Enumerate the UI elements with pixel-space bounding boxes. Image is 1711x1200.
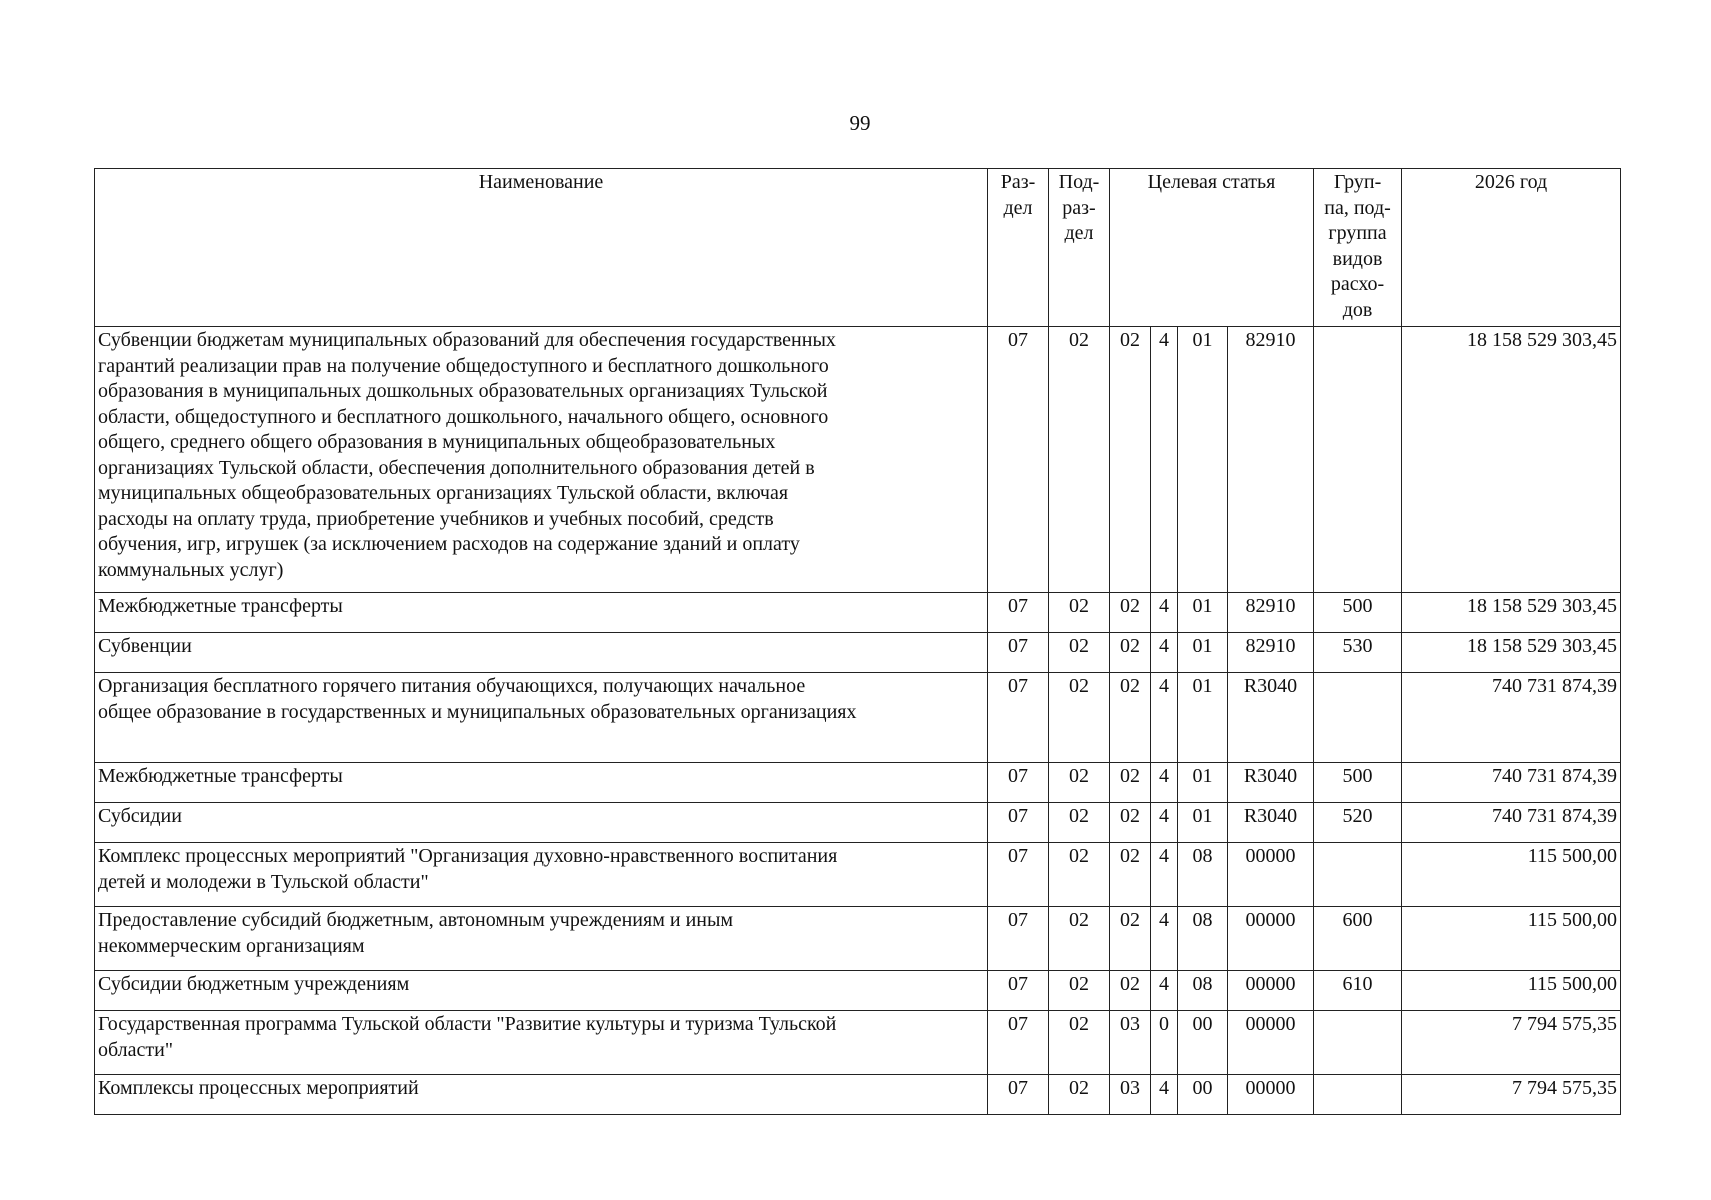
cell-name	[95, 843, 988, 907]
cell-name	[95, 971, 988, 1011]
cell-sum: 740 731 874,39	[1402, 673, 1621, 763]
cell-name	[95, 633, 988, 673]
cell-target-type: 4	[1151, 593, 1178, 633]
header-group: Груп- па, под- группа видов расхо- дов	[1314, 169, 1402, 327]
table-header-row	[95, 169, 1621, 327]
table-row	[95, 327, 1621, 593]
cell-target-direction: 82910	[1228, 593, 1314, 633]
cell-target-structure: 01	[1178, 633, 1228, 673]
cell-podrazdel: 02	[1049, 971, 1110, 1011]
cell-podrazdel: 02	[1049, 843, 1110, 907]
cell-group: 610	[1314, 971, 1402, 1011]
cell-podrazdel: 02	[1049, 907, 1110, 971]
cell-podrazdel: 02	[1049, 763, 1110, 803]
cell-target-direction: 00000	[1228, 843, 1314, 907]
table-row	[95, 971, 1621, 1011]
cell-target-structure: 08	[1178, 843, 1228, 907]
cell-group: 500	[1314, 763, 1402, 803]
table-row	[95, 843, 1621, 907]
cell-group	[1314, 843, 1402, 907]
cell-target-structure: 01	[1178, 327, 1228, 593]
cell-target-structure: 01	[1178, 803, 1228, 843]
cell-target-program: 02	[1110, 803, 1151, 843]
table-row	[95, 1011, 1621, 1075]
cell-group	[1314, 327, 1402, 593]
cell-target-type: 4	[1151, 971, 1178, 1011]
cell-podrazdel: 02	[1049, 1011, 1110, 1075]
cell-razdel: 07	[988, 971, 1049, 1011]
cell-target-program: 02	[1110, 673, 1151, 763]
header-name: Наименование	[95, 169, 988, 327]
cell-name-line: Межбюджетные трансферты	[98, 595, 343, 617]
cell-name	[95, 673, 988, 763]
cell-target-structure: 08	[1178, 907, 1228, 971]
cell-name-line: организациях Тульской области, обеспечения дополнительного образования детей в	[98, 456, 815, 479]
cell-group: 600	[1314, 907, 1402, 971]
cell-target-structure: 00	[1178, 1011, 1228, 1075]
cell-target-direction: 82910	[1228, 633, 1314, 673]
cell-name-line: Организация бесплатного горячего питания обучающихся, получающих начальное	[98, 675, 806, 697]
cell-target-type: 4	[1151, 1075, 1178, 1115]
cell-target-type: 4	[1151, 803, 1178, 843]
cell-target-program: 02	[1110, 593, 1151, 633]
cell-razdel: 07	[988, 763, 1049, 803]
cell-name	[95, 327, 988, 593]
page-number: 99	[849, 111, 871, 135]
cell-razdel: 07	[988, 907, 1049, 971]
cell-target-program: 02	[1110, 971, 1151, 1011]
table-row	[95, 1075, 1621, 1115]
cell-name-line: Субвенции бюджетам муниципальных образований для обеспечения государственных	[98, 329, 836, 351]
cell-target-program: 02	[1110, 763, 1151, 803]
cell-group	[1314, 1011, 1402, 1075]
cell-target-type: 4	[1151, 327, 1178, 593]
cell-podrazdel: 02	[1049, 327, 1110, 593]
header-razdel: Раз- дел	[988, 169, 1049, 327]
cell-name-line: Предоставление субсидий бюджетным, автономным учреждениям и иным	[98, 909, 734, 931]
cell-group: 530	[1314, 633, 1402, 673]
cell-target-type: 0	[1151, 1011, 1178, 1075]
table-row	[95, 593, 1621, 633]
cell-target-program: 03	[1110, 1075, 1151, 1115]
cell-razdel: 07	[988, 803, 1049, 843]
cell-name-line: муниципальных общеобразовательных организациях Тульской области, включая	[98, 482, 789, 504]
cell-target-direction: 00000	[1228, 1011, 1314, 1075]
cell-name-line: Субсидии	[98, 805, 182, 827]
cell-target-direction: R3040	[1228, 673, 1314, 763]
cell-target-direction: 00000	[1228, 907, 1314, 971]
cell-name	[95, 763, 988, 803]
cell-target-type: 4	[1151, 633, 1178, 673]
cell-name	[95, 1075, 988, 1115]
table-row	[95, 673, 1621, 763]
cell-razdel: 07	[988, 673, 1049, 763]
cell-target-program: 02	[1110, 327, 1151, 593]
cell-name-line: детей и молодежи в Тульской области"	[98, 870, 429, 893]
cell-target-structure: 01	[1178, 673, 1228, 763]
cell-sum: 18 158 529 303,45	[1402, 633, 1621, 673]
cell-target-direction: 82910	[1228, 327, 1314, 593]
cell-razdel: 07	[988, 1011, 1049, 1075]
cell-name-line: области, общедоступного и бесплатного дошкольного, начального общего, основного	[98, 405, 829, 428]
cell-razdel: 07	[988, 593, 1049, 633]
cell-name-line: Субвенции	[98, 635, 192, 657]
cell-name-line: Субсидии бюджетным учреждениям	[98, 973, 410, 995]
cell-name	[95, 593, 988, 633]
cell-target-direction: 00000	[1228, 971, 1314, 1011]
cell-target-program: 03	[1110, 1011, 1151, 1075]
cell-target-program: 02	[1110, 907, 1151, 971]
cell-name-line: гарантий реализации прав на получение общедоступного и бесплатного дошкольного	[98, 354, 829, 377]
cell-razdel: 07	[988, 1075, 1049, 1115]
header-target: Целевая статья	[1110, 169, 1314, 327]
table-row	[95, 763, 1621, 803]
table-row	[95, 907, 1621, 971]
cell-name-line: Комплексы процессных мероприятий	[98, 1077, 419, 1099]
cell-target-direction: R3040	[1228, 803, 1314, 843]
cell-sum: 740 731 874,39	[1402, 763, 1621, 803]
header-year: 2026 год	[1402, 169, 1621, 327]
cell-name-line: коммунальных услуг)	[98, 558, 284, 581]
cell-target-type: 4	[1151, 907, 1178, 971]
cell-group	[1314, 1075, 1402, 1115]
cell-podrazdel: 02	[1049, 593, 1110, 633]
cell-target-type: 4	[1151, 843, 1178, 907]
cell-group	[1314, 673, 1402, 763]
cell-razdel: 07	[988, 327, 1049, 593]
cell-razdel: 07	[988, 633, 1049, 673]
cell-target-type: 4	[1151, 673, 1178, 763]
cell-target-structure: 01	[1178, 593, 1228, 633]
cell-target-structure: 00	[1178, 1075, 1228, 1115]
cell-name-line: общего, среднего общего образования в муниципальных общеобразовательных	[98, 431, 776, 453]
cell-podrazdel: 02	[1049, 803, 1110, 843]
cell-podrazdel: 02	[1049, 1075, 1110, 1115]
cell-name-line: обучения, игр, игрушек (за исключением расходов на содержание зданий и оплату	[98, 533, 800, 555]
cell-razdel: 07	[988, 843, 1049, 907]
cell-sum: 115 500,00	[1402, 843, 1621, 907]
cell-name-line: Межбюджетные трансферты	[98, 765, 343, 787]
cell-sum: 740 731 874,39	[1402, 803, 1621, 843]
cell-sum: 115 500,00	[1402, 907, 1621, 971]
cell-name-line: Комплекс процессных мероприятий "Организация духовно-нравственного воспитания	[98, 845, 838, 867]
cell-target-structure: 01	[1178, 763, 1228, 803]
cell-sum: 18 158 529 303,45	[1402, 593, 1621, 633]
cell-sum: 18 158 529 303,45	[1402, 327, 1621, 593]
cell-name	[95, 803, 988, 843]
cell-target-program: 02	[1110, 843, 1151, 907]
cell-sum: 115 500,00	[1402, 971, 1621, 1011]
table-row	[95, 633, 1621, 673]
cell-name-line: образования в муниципальных дошкольных образовательных организациях Тульской	[98, 380, 828, 402]
cell-name	[95, 907, 988, 971]
cell-sum: 7 794 575,35	[1402, 1075, 1621, 1115]
cell-target-direction: 00000	[1228, 1075, 1314, 1115]
cell-podrazdel: 02	[1049, 633, 1110, 673]
cell-podrazdel: 02	[1049, 673, 1110, 763]
cell-name-line: области"	[98, 1038, 174, 1061]
cell-name-line: общее образование в государственных и муниципальных образовательных организациях	[98, 700, 857, 723]
cell-name-line: расходы на оплату труда, приобретение учебников и учебных пособий, средств	[98, 507, 774, 530]
cell-name-line: Государственная программа Тульской области "Развитие культуры и туризма Тульской	[98, 1013, 837, 1035]
cell-target-structure: 08	[1178, 971, 1228, 1011]
table-row	[95, 803, 1621, 843]
cell-group: 500	[1314, 593, 1402, 633]
cell-target-type: 4	[1151, 763, 1178, 803]
header-podrazdel: Под- раз- дел	[1049, 169, 1110, 327]
budget-table	[94, 168, 1621, 1115]
cell-name	[95, 1011, 988, 1075]
cell-group: 520	[1314, 803, 1402, 843]
cell-sum: 7 794 575,35	[1402, 1011, 1621, 1075]
cell-name-line: некоммерческим организациям	[98, 934, 365, 957]
table-body	[95, 327, 1621, 1115]
cell-target-direction: R3040	[1228, 763, 1314, 803]
cell-target-program: 02	[1110, 633, 1151, 673]
